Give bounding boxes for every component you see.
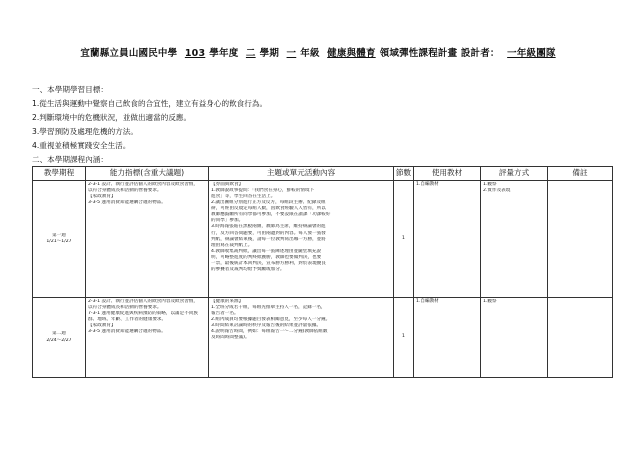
material-cell: 1.自編教材 (414, 298, 481, 378)
school-year: 103 (184, 48, 206, 59)
designer-name: 一年級團隊 (507, 48, 556, 59)
content-line: 4.教師收集裁判紙，讓出每一張陳述理由並隨堂填充說 (211, 248, 322, 254)
content-line: 明，可略整進度的判終紙獲勝，教師也要做判決，也要 (211, 254, 322, 260)
course-plan-table (32, 166, 613, 378)
content-line: 一票，最後統計本回判決，宣布勝方勝利，對於表現優良 (211, 260, 326, 266)
content-line: 【健康的來源】 (211, 299, 244, 304)
remarks-cell (548, 181, 613, 298)
table-row (33, 181, 613, 298)
header-materials: 使用教材 (414, 167, 481, 181)
content-line: 判紙，辯論會結束後，請每一位教判寫出哪一方勝，並將 (211, 236, 326, 242)
assessment-item: 1.觀察 (483, 299, 497, 304)
goal-1: 1.從生活與運動中覺察自己飲食的合宜性，建立有益身心的飲食行為。 (32, 99, 268, 108)
content-line: 3.時海報張貼在黑板兩側，教師為主席，維持辯論會的進 (211, 224, 326, 230)
header-assessment: 評量方式 (481, 167, 548, 181)
hours-cell: 1 (394, 298, 414, 378)
indicator-line: 以符合身體成長和活動的營養要求。 (88, 305, 162, 311)
content-line: 1.教師說故事提問：「我們食在身心，鮮較的情境下 (211, 188, 315, 194)
remarks-cell (548, 298, 613, 378)
content-cell (209, 181, 394, 298)
designer-label: 設計者： (460, 48, 500, 59)
table-row (33, 298, 613, 378)
section-1-heading: 一、本學期學習目標： (32, 85, 108, 94)
school-name: 宜蘭縣立員山國民中學 (80, 48, 178, 59)
year-label: 學年度 (209, 48, 239, 59)
semester: 二 (245, 48, 256, 59)
content-line: 辯，可經由反規定每組人數，因飲食經驗人人皆有，所以 (211, 206, 326, 212)
week-cell (33, 298, 86, 378)
assessment-cell (481, 298, 548, 378)
content-line: 進食」等，學生回答在生活上。 (211, 194, 276, 200)
indicator-line: 2-3-1 設計、執行並評估個人的飲食內容及飲食習慣， (88, 299, 199, 304)
content-line: 行，反方回答問題要，可由兩邊對的內容。每人發一張發 (211, 230, 326, 236)
hours-cell: 1 (394, 181, 414, 298)
indicators-cell (86, 181, 209, 298)
indicator-line: 3-3-5 運用消費知能選購合適的物品。 (88, 200, 166, 206)
week-label: 第一週 (52, 232, 66, 238)
assessment-item: 2.實作及表現 (483, 188, 511, 194)
indicator-line: 以符合身體成長和活動的營養要求。 (88, 188, 162, 194)
content-line: 1.全班分成若干組，每組先推舉主持人一名，記錄一名， (211, 305, 326, 311)
material-cell: 1.自編教材 (414, 181, 481, 298)
content-cell (209, 298, 394, 378)
content-line: 2.組內成員均要根據題目發表相關意見，至少每人一分鐘。 (211, 317, 331, 323)
content-line: 【券面與飲食】 (211, 182, 244, 187)
section-2-heading: 二、本學期課程內涵： (32, 155, 108, 164)
indicator-line: 3-3-5 運用消費知能選購合適的物品。 (88, 329, 166, 335)
header-content: 主題或單元活動內容 (209, 167, 394, 181)
assessment-item: 1.觀察 (483, 182, 497, 187)
content-line: 2.讓出圖組分別進行正方及反方，每組段主辦、紀錄及組 (211, 200, 326, 206)
semester-label: 學期 (259, 48, 280, 59)
content-line: 報告者一名。 (211, 311, 239, 317)
goal-3: 3.學習預防及處理危機的方法。 (32, 127, 138, 136)
table-header-row (33, 167, 613, 181)
header-remarks: 備註 (548, 167, 613, 181)
week-dates: 1/21～1/27 (46, 239, 72, 244)
assessment-cell (481, 181, 548, 298)
grade: 一 (286, 48, 297, 59)
week-cell (33, 181, 86, 298)
header-hours: 節數 (394, 167, 414, 181)
content-line: 4.說明報告時間，例如：每組報告一～二分鐘(教師依組數 (211, 329, 328, 335)
content-line: 的參賽者及裁判均給予獎勵或加分。 (211, 266, 285, 272)
content-line: 理由寫在裁判紙上。 (211, 242, 253, 248)
indicators-cell (86, 298, 209, 378)
indicator-line: 7-3-1 運用健康促進與疾病預防的策略，以滿足不同族 (88, 311, 199, 317)
header-schedule: 教學期程 (33, 167, 86, 181)
goal-4: 4.重視並積極實踐安全生活。 (32, 141, 131, 150)
plan-label: 領域彈性課程計畫 (379, 48, 458, 59)
week-dates: 2/24～2/27 (46, 337, 72, 343)
content-line: 3.時間結束討論時的秩序及報告後的結果並評量依據。 (211, 323, 322, 329)
content-line: 教師應鼓勵所有同學都可參加，不要設限在讀課「功課較好 (211, 212, 331, 218)
indicator-line: 【家政教育】 (88, 323, 116, 329)
content-line: 及時間時間整滿)。 (211, 335, 250, 341)
indicator-line: 【家政教育】 (88, 194, 116, 200)
indicator-line: 2-3-1 設計、執行並評估個人的飲食內容及飲食習慣， (88, 182, 199, 187)
document-title (0, 45, 640, 59)
grade-label: 年級 (300, 48, 320, 59)
indicator-line: 群、地域、年齡、工作者的健康要求。 (88, 317, 167, 323)
goal-2: 2.判斷環境中的危機狀況，並做出適當的反應。 (32, 113, 192, 122)
week-label: 第二週 (52, 331, 66, 337)
content-line: 的同學」參加。 (211, 218, 244, 224)
header-indicators: 能力指標(含重大議題) (86, 167, 209, 181)
domain-name: 健康與體育 (327, 48, 376, 59)
